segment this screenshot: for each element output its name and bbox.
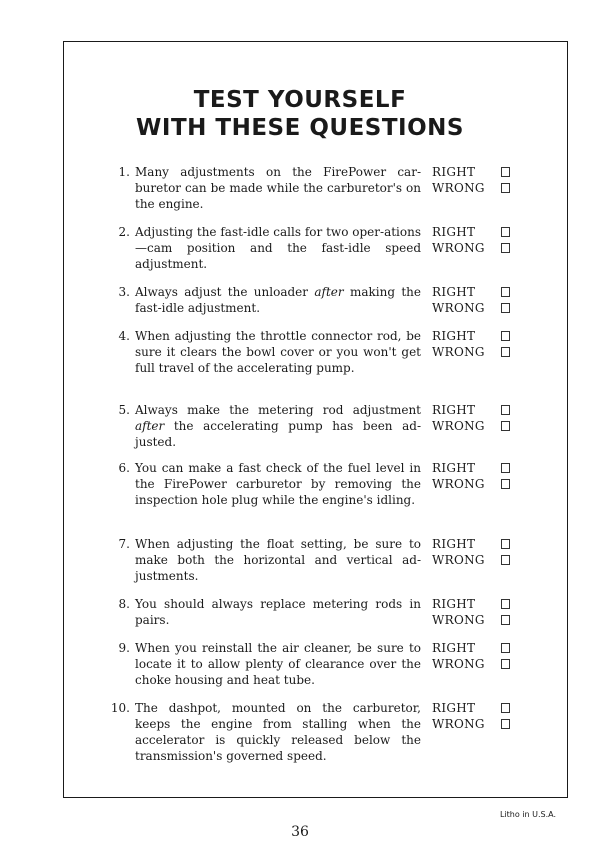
wrong-label: WRONG	[432, 657, 485, 671]
right-checkbox[interactable]	[501, 167, 510, 177]
right-option[interactable]	[432, 640, 542, 656]
right-checkbox[interactable]	[501, 227, 510, 237]
wrong-option[interactable]	[432, 344, 542, 360]
wrong-option[interactable]	[432, 716, 542, 732]
question-number: 5.	[118, 403, 130, 417]
question-text: Adjusting the fast-idle calls for two oper-ations—cam position and the fast-idle speed adjustment.	[135, 225, 421, 271]
emphasis-word: after	[135, 419, 165, 433]
right-checkbox[interactable]	[501, 331, 510, 341]
printer-note: Litho in U.S.A.	[499, 810, 556, 819]
right-checkbox[interactable]	[501, 599, 510, 609]
page-title	[0, 86, 600, 142]
question-number: 8.	[118, 597, 130, 611]
right-label: RIGHT	[432, 403, 476, 417]
page-number: 36	[291, 824, 309, 840]
wrong-option[interactable]	[432, 418, 542, 434]
emphasis-word: after	[314, 285, 344, 299]
answer-options	[432, 224, 542, 256]
right-option[interactable]	[432, 596, 542, 612]
title-line-1: TEST YOURSELF	[193, 87, 407, 113]
answer-options	[432, 536, 542, 568]
question-number: 2.	[118, 225, 130, 239]
right-option[interactable]	[432, 284, 542, 300]
wrong-option[interactable]	[432, 552, 542, 568]
wrong-checkbox[interactable]	[501, 659, 510, 669]
right-option[interactable]	[432, 460, 542, 476]
wrong-checkbox[interactable]	[501, 347, 510, 357]
wrong-checkbox[interactable]	[501, 479, 510, 489]
right-checkbox[interactable]	[501, 405, 510, 415]
wrong-option[interactable]	[432, 476, 542, 492]
wrong-label: WRONG	[432, 553, 485, 567]
right-label: RIGHT	[432, 461, 476, 475]
question-number: 6.	[118, 461, 130, 475]
question-text: Always adjust the unloader after making the fast-idle adjustment.	[135, 285, 421, 315]
question-text: Many adjustments on the FirePower car-buretor can be made while the carburetor's on the engine.	[135, 165, 421, 211]
question-number: 3.	[118, 285, 130, 299]
answer-options	[432, 402, 542, 434]
answer-options	[432, 460, 542, 492]
wrong-label: WRONG	[432, 613, 485, 627]
wrong-label: WRONG	[432, 717, 485, 731]
wrong-option[interactable]	[432, 300, 542, 316]
answer-options	[432, 596, 542, 628]
question-text: When adjusting the throttle connector rod, be sure it clears the bowl cover or you won't get full travel of the accelerating pump.	[135, 329, 421, 375]
wrong-label: WRONG	[432, 477, 485, 491]
wrong-option[interactable]	[432, 240, 542, 256]
right-label: RIGHT	[432, 597, 476, 611]
right-option[interactable]	[432, 536, 542, 552]
right-label: RIGHT	[432, 641, 476, 655]
question-number: 4.	[118, 329, 130, 343]
right-checkbox[interactable]	[501, 539, 510, 549]
wrong-checkbox[interactable]	[501, 421, 510, 431]
question-number: 9.	[118, 641, 130, 655]
question-text: When adjusting the float setting, be sure to make both the horizontal and vertical ad-justments.	[135, 537, 421, 583]
answer-options	[432, 164, 542, 196]
right-label: RIGHT	[432, 701, 476, 715]
question-text: You can make a fast check of the fuel level in the FirePower carburetor by removing the inspection hole plug while the engine's idling.	[135, 461, 421, 507]
question-text: The dashpot, mounted on the carburetor, keeps the engine from stalling when the accelerator is quickly released below the transmission's governed speed.	[135, 701, 421, 763]
right-label: RIGHT	[432, 285, 476, 299]
wrong-label: WRONG	[432, 241, 485, 255]
right-checkbox[interactable]	[501, 703, 510, 713]
right-option[interactable]	[432, 164, 542, 180]
question-number: 10.	[110, 701, 130, 715]
wrong-checkbox[interactable]	[501, 555, 510, 565]
right-checkbox[interactable]	[501, 287, 510, 297]
wrong-checkbox[interactable]	[501, 719, 510, 729]
wrong-label: WRONG	[432, 301, 485, 315]
wrong-label: WRONG	[432, 181, 485, 195]
wrong-checkbox[interactable]	[501, 243, 510, 253]
right-option[interactable]	[432, 402, 542, 418]
title-line-2: WITH THESE QUESTIONS	[136, 115, 464, 141]
question-text: Always make the metering rod adjustment after the accelerating pump has been ad-justed.	[135, 403, 421, 449]
wrong-checkbox[interactable]	[501, 183, 510, 193]
wrong-checkbox[interactable]	[501, 615, 510, 625]
wrong-option[interactable]	[432, 180, 542, 196]
right-option[interactable]	[432, 328, 542, 344]
right-option[interactable]	[432, 700, 542, 716]
answer-options	[432, 328, 542, 360]
answer-options	[432, 700, 542, 732]
wrong-option[interactable]	[432, 656, 542, 672]
answer-options	[432, 284, 542, 316]
right-checkbox[interactable]	[501, 643, 510, 653]
right-checkbox[interactable]	[501, 463, 510, 473]
right-label: RIGHT	[432, 329, 476, 343]
right-label: RIGHT	[432, 537, 476, 551]
right-option[interactable]	[432, 224, 542, 240]
wrong-label: WRONG	[432, 419, 485, 433]
right-label: RIGHT	[432, 225, 476, 239]
wrong-option[interactable]	[432, 612, 542, 628]
wrong-label: WRONG	[432, 345, 485, 359]
question-text: When you reinstall the air cleaner, be sure to locate it to allow plenty of clearance over the choke housing and heat tube.	[135, 641, 421, 687]
question-number: 1.	[118, 165, 130, 179]
question-text: You should always replace metering rods in pairs.	[135, 597, 421, 627]
wrong-checkbox[interactable]	[501, 303, 510, 313]
answer-options	[432, 640, 542, 672]
question-number: 7.	[118, 537, 130, 551]
right-label: RIGHT	[432, 165, 476, 179]
